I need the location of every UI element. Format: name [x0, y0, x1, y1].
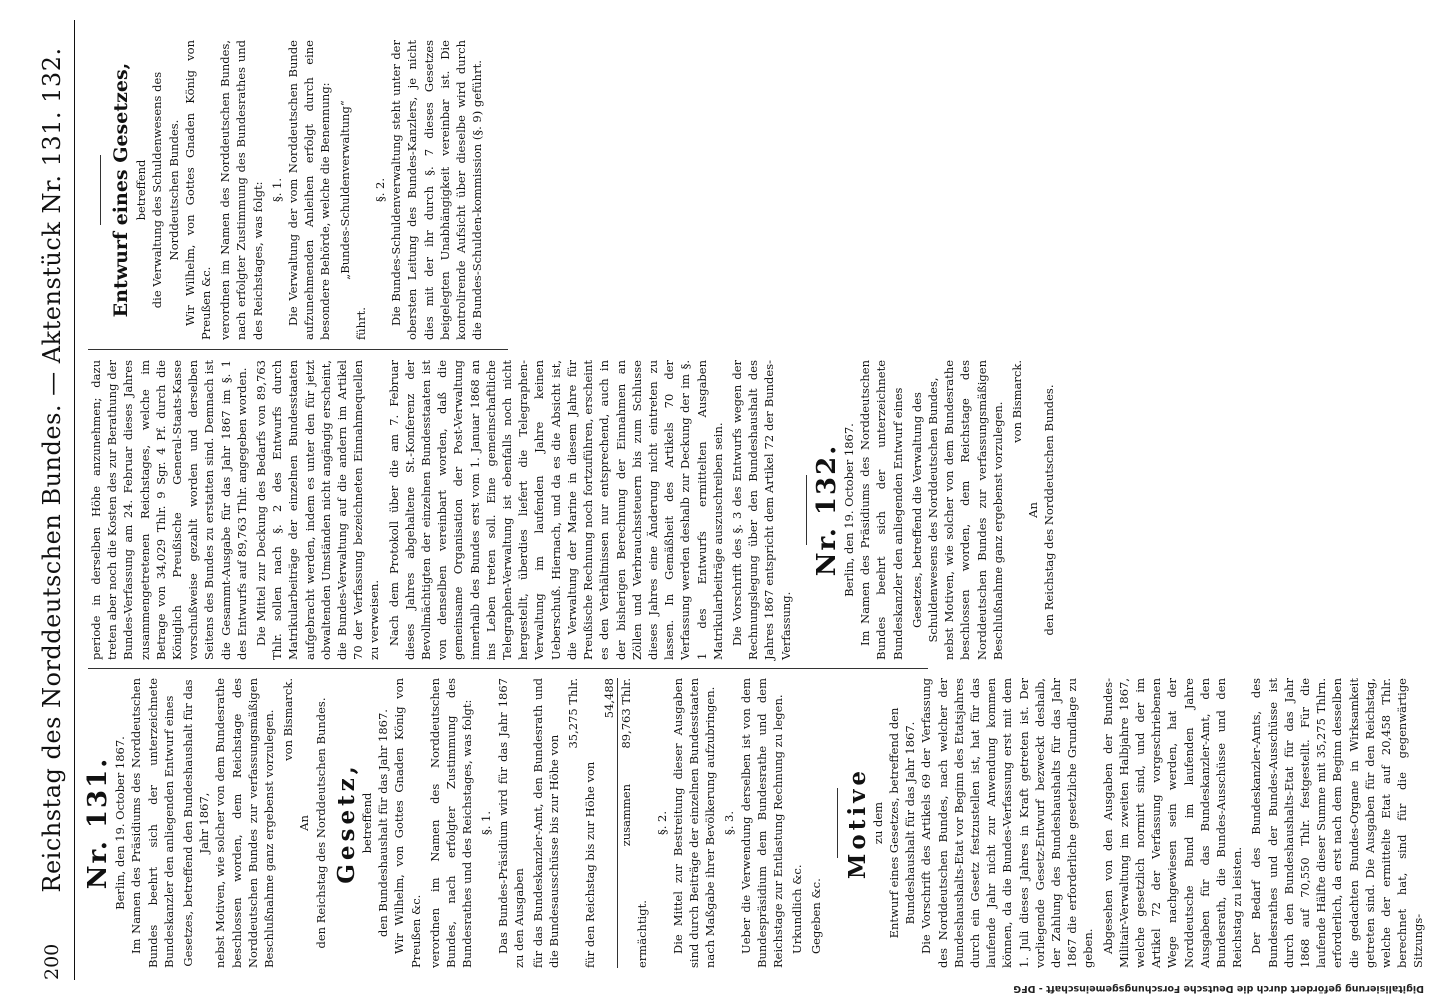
document-number: Nr. 131.	[83, 756, 113, 890]
motive-subject: Entwurf eines Gesetzes, betreffend den Bundeshaushalt für das Jahr 1867.	[886, 707, 918, 939]
date-line: Berlin, den 19. October 1867.	[841, 423, 856, 597]
motive-heading: Motive	[843, 766, 871, 880]
law-betreffend: betreffend	[134, 159, 149, 221]
motive-paragraph: Die Vorschrift des Artikels 69 der Verfassung des Norddeutschen Bundes, nach welcher der Bundeshaushalts-Etat vor Beginn des Etatsjahres durch ein Gesetz festzustellen ist, hat für das laufende Jahr nicht zur Anwendung kommen können, da die Bundes-Verfassung erst mit dem 1. Juli dieses Jahres in Kraft getreten ist. Der vorliegende Gesetz-Entwurf bezweckt deshalb, der Zahlung des Bundeshaushalts für das Jahr 1867 die erforderliche gesetzliche Grundlage zu geben.	[919, 678, 1096, 968]
enacting-formula: Wir Wilhelm, von Gottes Gnaden König von Preußen &c.	[392, 678, 423, 968]
budget-item-2-value-row	[601, 678, 617, 968]
running-header	[30, 20, 75, 980]
budget-item-1-value-row	[565, 678, 581, 968]
law-subject: die Verwaltung des Schuldenwesens des Norddeutschen Bundes.	[150, 71, 181, 309]
law-heading: Entwurf eines Gesetzes,	[110, 62, 132, 318]
addressee-an: An	[297, 815, 312, 831]
paragraph-2-heading: §. 2.	[373, 177, 388, 203]
addressee: den Reichstag des Norddeutschen Bundes.	[1042, 384, 1057, 636]
paragraph-2-text: Die Mittel zur Bestreitung dieser Ausgaben sind durch Beiträge der einzelnen Bundesstaaten nach Maßgabe ihrer Bevölkerung aufzubringen.	[670, 678, 718, 968]
addressee: den Reichstag des Norddeutschen Bundes.	[313, 697, 328, 949]
enacting-clause: verordnen im Namen des Norddeutschen Bundes, nach erfolgter Zustimmung des Bundesrathes und des Reichstages, was folgt:	[427, 678, 475, 968]
motive-paragraph: Abgesehen von den Ausgaben der Bundes-Militair-Verwaltung im zweiten Halbjahre 1867, welche gesetzlich normirt sind, und der im Artikel 72 der Verfassung vorgeschriebenen Wege nachgewiesen sein werden, hat der Norddeutsche Bund im laufenden Jahre Ausgaben für das Bundeskanzler-Amt, den Bundesrath, die Bundes-Ausschüsse und den Reichstag zu leisten.	[1100, 678, 1245, 968]
motive-continuation: periode in derselben Höhe anzunehmen; dazu treten aber noch die Kosten des zur Berathung der Bundes-Verfassung am 24. Februar dieses Jahres zusammengetretenen Reichstages, welche im Betrage von 34,029 Thlr. 9 Sgr. 4 Pf. durch die Königlich Preußische General-Staats-Kasse vorschußweise gezahlt worden und derselben Seitens des Bundes zu erstatten sind. Demnach ist die Gesammt-Ausgabe für das Jahr 1867 im §. 1 des Entwurfs auf 89,763 Thlr. angegeben worden.	[89, 360, 249, 660]
motive-paragraph: Nach dem Protokoll über die am 7. Februar dieses Jahres abgehaltene St.-Konferenz der Bevollmächtigten der einzelnen Bundesstaaten ist von denselben vereinbart worden, daß die gemeinsame Organisation der Post-Verwaltung innerhalb des Bundes erst vom 1. Januar 1868 an ins Leben treten soll. Eine gemeinschaftliche Telegraphen-Verwaltung ist ebenfalls noch nicht hergestellt, überdies liefert die Telegraphen-Verwaltung im laufenden Jahre keinen Ueberschuß. Hiernach, und da es die Absicht ist, die Verwaltung der Marine in diesem Jahre für Preußische Rechnung noch fortzuführen, erscheint es den Verhältnissen nur entsprechend, auch in der bisherigen Berechnung der Einnahmen an Zöllen und Verbrauchssteuern bis zum Schlusse dieses Jahres eine Änderung nicht eintreten zu lassen. In Gemäßheit des Artikels 70 der Verfassung werden deshalb zur Deckung der im §. 1 des Entwurfs ermittelten Ausgaben Matrikularbeiträge auszuschreiben sein.	[386, 360, 725, 660]
addressee-an: An	[1026, 502, 1041, 518]
intro-text: Im Namen des Präsidiums des Norddeutschen Bundes beehrt sich der unterzeichnete Bundeskanzler den anliegenden Entwurf eines	[858, 360, 905, 660]
budget-total-label: zusammen	[619, 784, 634, 847]
enacting-clause: verordnen im Namen des Norddeutschen Bundes, nach erfolgter Zustimmung des Bundesrathes und des Reichstages, was folgt:	[218, 40, 265, 340]
section-rule	[806, 475, 807, 545]
intro-text: Im Namen des Präsidiums des Norddeutschen Bundes beehrt sich der unterzeichnete Bundeskanzler den anliegenden Entwurf eines	[129, 678, 176, 968]
motive-zu: zu dem	[870, 801, 885, 845]
paragraph-1-text: Die Verwaltung der vom Norddeutschen Bunde aufzunehmenden Anleihen erfolgt durch eine besondere Behörde, welche die Benennung:	[286, 40, 333, 340]
column-3	[88, 40, 1412, 340]
motive-paragraph: Die Vorschrift des §. 3 des Entwurfs wegen der Rechnungslegung über den Bundeshaushalt des Jahres 1867 entspricht dem Artikel 72 der Bundes-Verfassung.	[729, 360, 793, 660]
document-number: Nr. 132.	[811, 443, 842, 577]
bill-title: Gesetzes, betreffend die Verwaltung des Schuldenwesens des Norddeutschen Bundes,	[909, 377, 940, 643]
date-line: Berlin, den 19. October 1867.	[113, 736, 128, 910]
motive-paragraph: Die Mittel zur Deckung des Bedarfs von 89,763 Thlr. sollen nach §. 2 des Entwurfs durch Matrikularbeiträge der einzelnen Bundesstaaten aufgebracht werden, indem es unter den für jetzt obwaltenden Umständen nicht angängig erscheint, die Bundes-Verwaltung auf die andern im Artikel 70 der Verfassung bezeichneten Einnahmequellen zu verweisen.	[254, 360, 382, 660]
paragraph-1-text: Das Bundes-Präsidium wird für das Jahr 1867 zu den Ausgaben	[495, 678, 526, 968]
budget-item-1: für das Bundeskanzler-Amt, den Bundesrath und die Bundesausschüsse bis zur Höhe von	[531, 678, 562, 968]
section-rule	[837, 788, 838, 858]
budget-item-2: für den Reichstag bis zur Höhe von	[582, 761, 597, 968]
enacting-formula: Wir Wilhelm, von Gottes Gnaden König von Preußen &c.	[182, 40, 214, 340]
budget-item-1-value: 35,275 Thlr.	[566, 678, 581, 749]
signature: von Bismarck.	[1009, 360, 1024, 443]
column-divider	[88, 668, 928, 669]
page-number: 200	[41, 943, 63, 980]
law-betreffend: betreffend	[360, 792, 375, 854]
signature: von Bismarck.	[281, 678, 296, 761]
sign-off: Urkundlich &c.	[790, 864, 805, 954]
budget-item-2-value: 54,488	[601, 678, 616, 719]
paragraph-1-end: ermächtigt.	[635, 900, 650, 968]
intro-continuation: nebst Motiven, wie solcher von dem Bundesrathe beschlossen worden, dem Reichstage des Norddeutschen Bundes zur verfassungsmäßigen Beschlußnahme ganz ergebenst vorzulegen.	[213, 678, 277, 968]
paragraph-1-heading: §. 1.	[479, 810, 494, 836]
paragraph-2-text: Die Bundes-Schuldenverwaltung steht unter der obersten Leitung des Bundes-Kanzlers, je nicht dies mit der ihr durch §. 7 dieses Gesetzes beigelegten Unabhängigkeit vereinbar ist. Die kontrolirende Aufsicht über dieselbe wird durch die Bundes-Schulden-kommission (§. 9) geführt.	[389, 40, 485, 340]
paragraph-1-end: führt.	[353, 307, 368, 340]
bill-title: Gesetzes, betreffend den Bundeshaushalt für das Jahr 1867,	[181, 679, 212, 967]
section-rule	[100, 155, 101, 225]
digitization-credit: Digitalisierung gefördert durch die Deutsche Forschungsgemeinschaft - DFG	[1013, 983, 1424, 994]
law-heading: Gesetz,	[332, 762, 360, 884]
law-subject: den Bundeshaushalt für das Jahr 1867.	[376, 709, 391, 937]
column-2	[88, 360, 1412, 660]
column-1	[83, 678, 1426, 968]
budget-total-value: 89,763 Thlr.	[619, 678, 634, 749]
column-divider	[88, 349, 508, 350]
budget-total-row	[617, 678, 634, 968]
paragraph-1-heading: §. 1.	[269, 177, 284, 203]
authority-name: „Bundes-Schuldenverwaltung“	[337, 100, 352, 280]
given-line: Gegeben &c.	[809, 878, 824, 954]
paragraph-3-heading: §. 3.	[722, 810, 737, 836]
running-title: Reichstag des Norddeutschen Bundes. — Aktenstück Nr. 131. 132.	[38, 47, 66, 893]
paragraph-3-text: Ueber die Verwendung derselben ist von dem Bundespräsidium dem Bundesrathe und dem Reichstage zur Entlastung Rechnung zu legen.	[738, 678, 785, 968]
paragraph-2-heading: §. 2.	[654, 810, 669, 836]
intro-continuation: nebst Motiven, wie solcher von dem Bundesrathe beschlossen worden, dem Reichstage des Norddeutschen Bundes zur verfassungsmäßigen Beschlußnahme ganz ergebenst vorzulegen.	[942, 360, 1005, 660]
motive-paragraph: Der Bedarf des Bundeskanzler-Amts, des Bundesrathes und der Bundes-Ausschüsse ist durch den Bundeshaushalts-Etat für das Jahr 1868 auf 70,550 Thlr. festgestellt. Für die laufende Hälfte dieser Summe mit 35,275 Thlrn. erforderlich, da erst nach dem Beginn desselben die gedachten Bundes-Organe in Wirksamkeit getreten sind. Die Ausgaben für den Reichstag, welche der ermittelte Etat auf 20,458 Thlr. berechnet hat, sind für die gegenwärtige Sitzungs-	[1249, 678, 1426, 968]
